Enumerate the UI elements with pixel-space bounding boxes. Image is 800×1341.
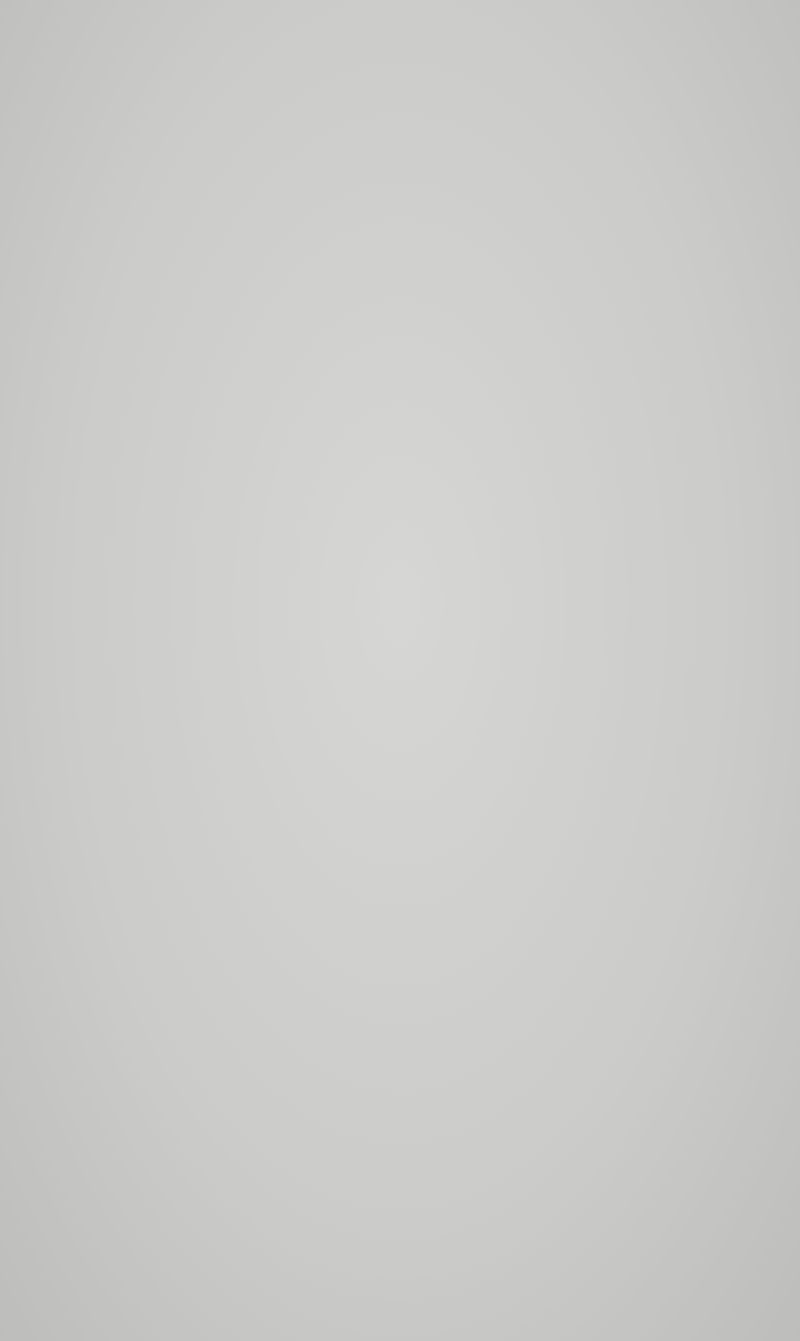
page-header xyxy=(80,66,752,96)
bibliography-body xyxy=(80,100,752,108)
